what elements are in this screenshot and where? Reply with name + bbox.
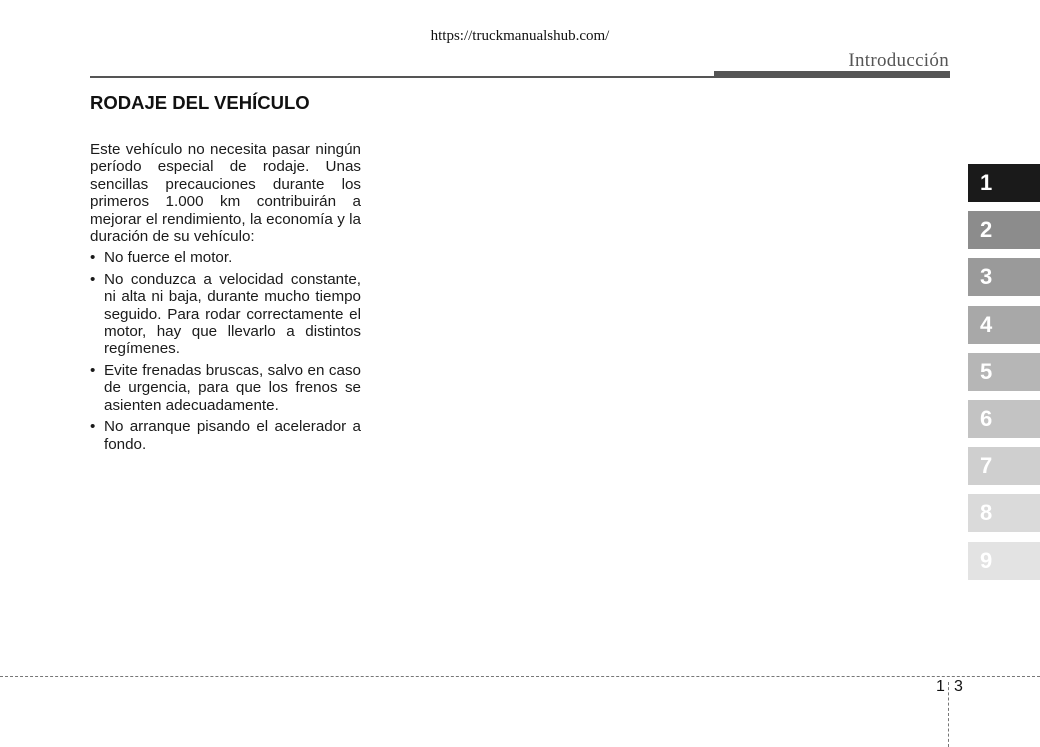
list-item-text: No conduzca a velocidad constante, ni alta ni baja, durante mucho tiempo seguido. Para rodar correctamente el motor, hay que llevarlo a distintos regímenes. [104, 270, 361, 358]
list-item [90, 271, 361, 358]
chapter-tabs [968, 164, 1040, 589]
list-item [90, 418, 361, 453]
intro-paragraph: Este vehículo no necesita pasar ningún período especial de rodaje. Unas sencillas precauciones durante los primeros 1.000 km contribuirán a mejorar el rendimiento, la economía y la duración de su vehículo: [90, 141, 361, 246]
body-text [90, 141, 361, 457]
chapter-tab-7[interactable]: 7 [968, 447, 1040, 485]
chapter-tab-4[interactable]: 4 [968, 306, 1040, 344]
source-url: https://truckmanualshub.com/ [430, 28, 610, 44]
page-number-divider [948, 682, 949, 747]
section-title: Introducción [848, 50, 949, 71]
list-item-text: No fuerce el motor. [104, 249, 233, 267]
chapter-tab-1[interactable]: 1 [968, 164, 1040, 202]
chapter-tab-5[interactable]: 5 [968, 353, 1040, 391]
list-item [90, 249, 361, 266]
page-heading: RODAJE DEL VEHÍCULO [90, 92, 310, 113]
chapter-tab-2[interactable]: 2 [968, 211, 1040, 249]
header-rule [90, 76, 714, 78]
list-item-text: Evite frenadas bruscas, salvo en caso de urgencia, para que los frenos se asienten adecuadamente. [104, 361, 361, 414]
chapter-tab-8[interactable]: 8 [968, 494, 1040, 532]
page-number-value: 3 [954, 678, 963, 695]
bullet-icon: • [90, 270, 96, 288]
bullet-icon: • [90, 418, 96, 436]
list-item [90, 362, 361, 414]
precautions-list [90, 249, 361, 452]
list-item-text: No arranque pisando el acelerador a fondo. [104, 418, 361, 453]
chapter-tab-9[interactable]: 9 [968, 542, 1040, 580]
bullet-icon: • [90, 361, 96, 379]
bullet-icon: • [90, 249, 96, 267]
chapter-tab-3[interactable]: 3 [968, 258, 1040, 296]
header-rule-accent [714, 71, 950, 78]
footer-rule [0, 676, 1040, 677]
chapter-number: 1 [936, 678, 945, 695]
chapter-tab-6[interactable]: 6 [968, 400, 1040, 438]
